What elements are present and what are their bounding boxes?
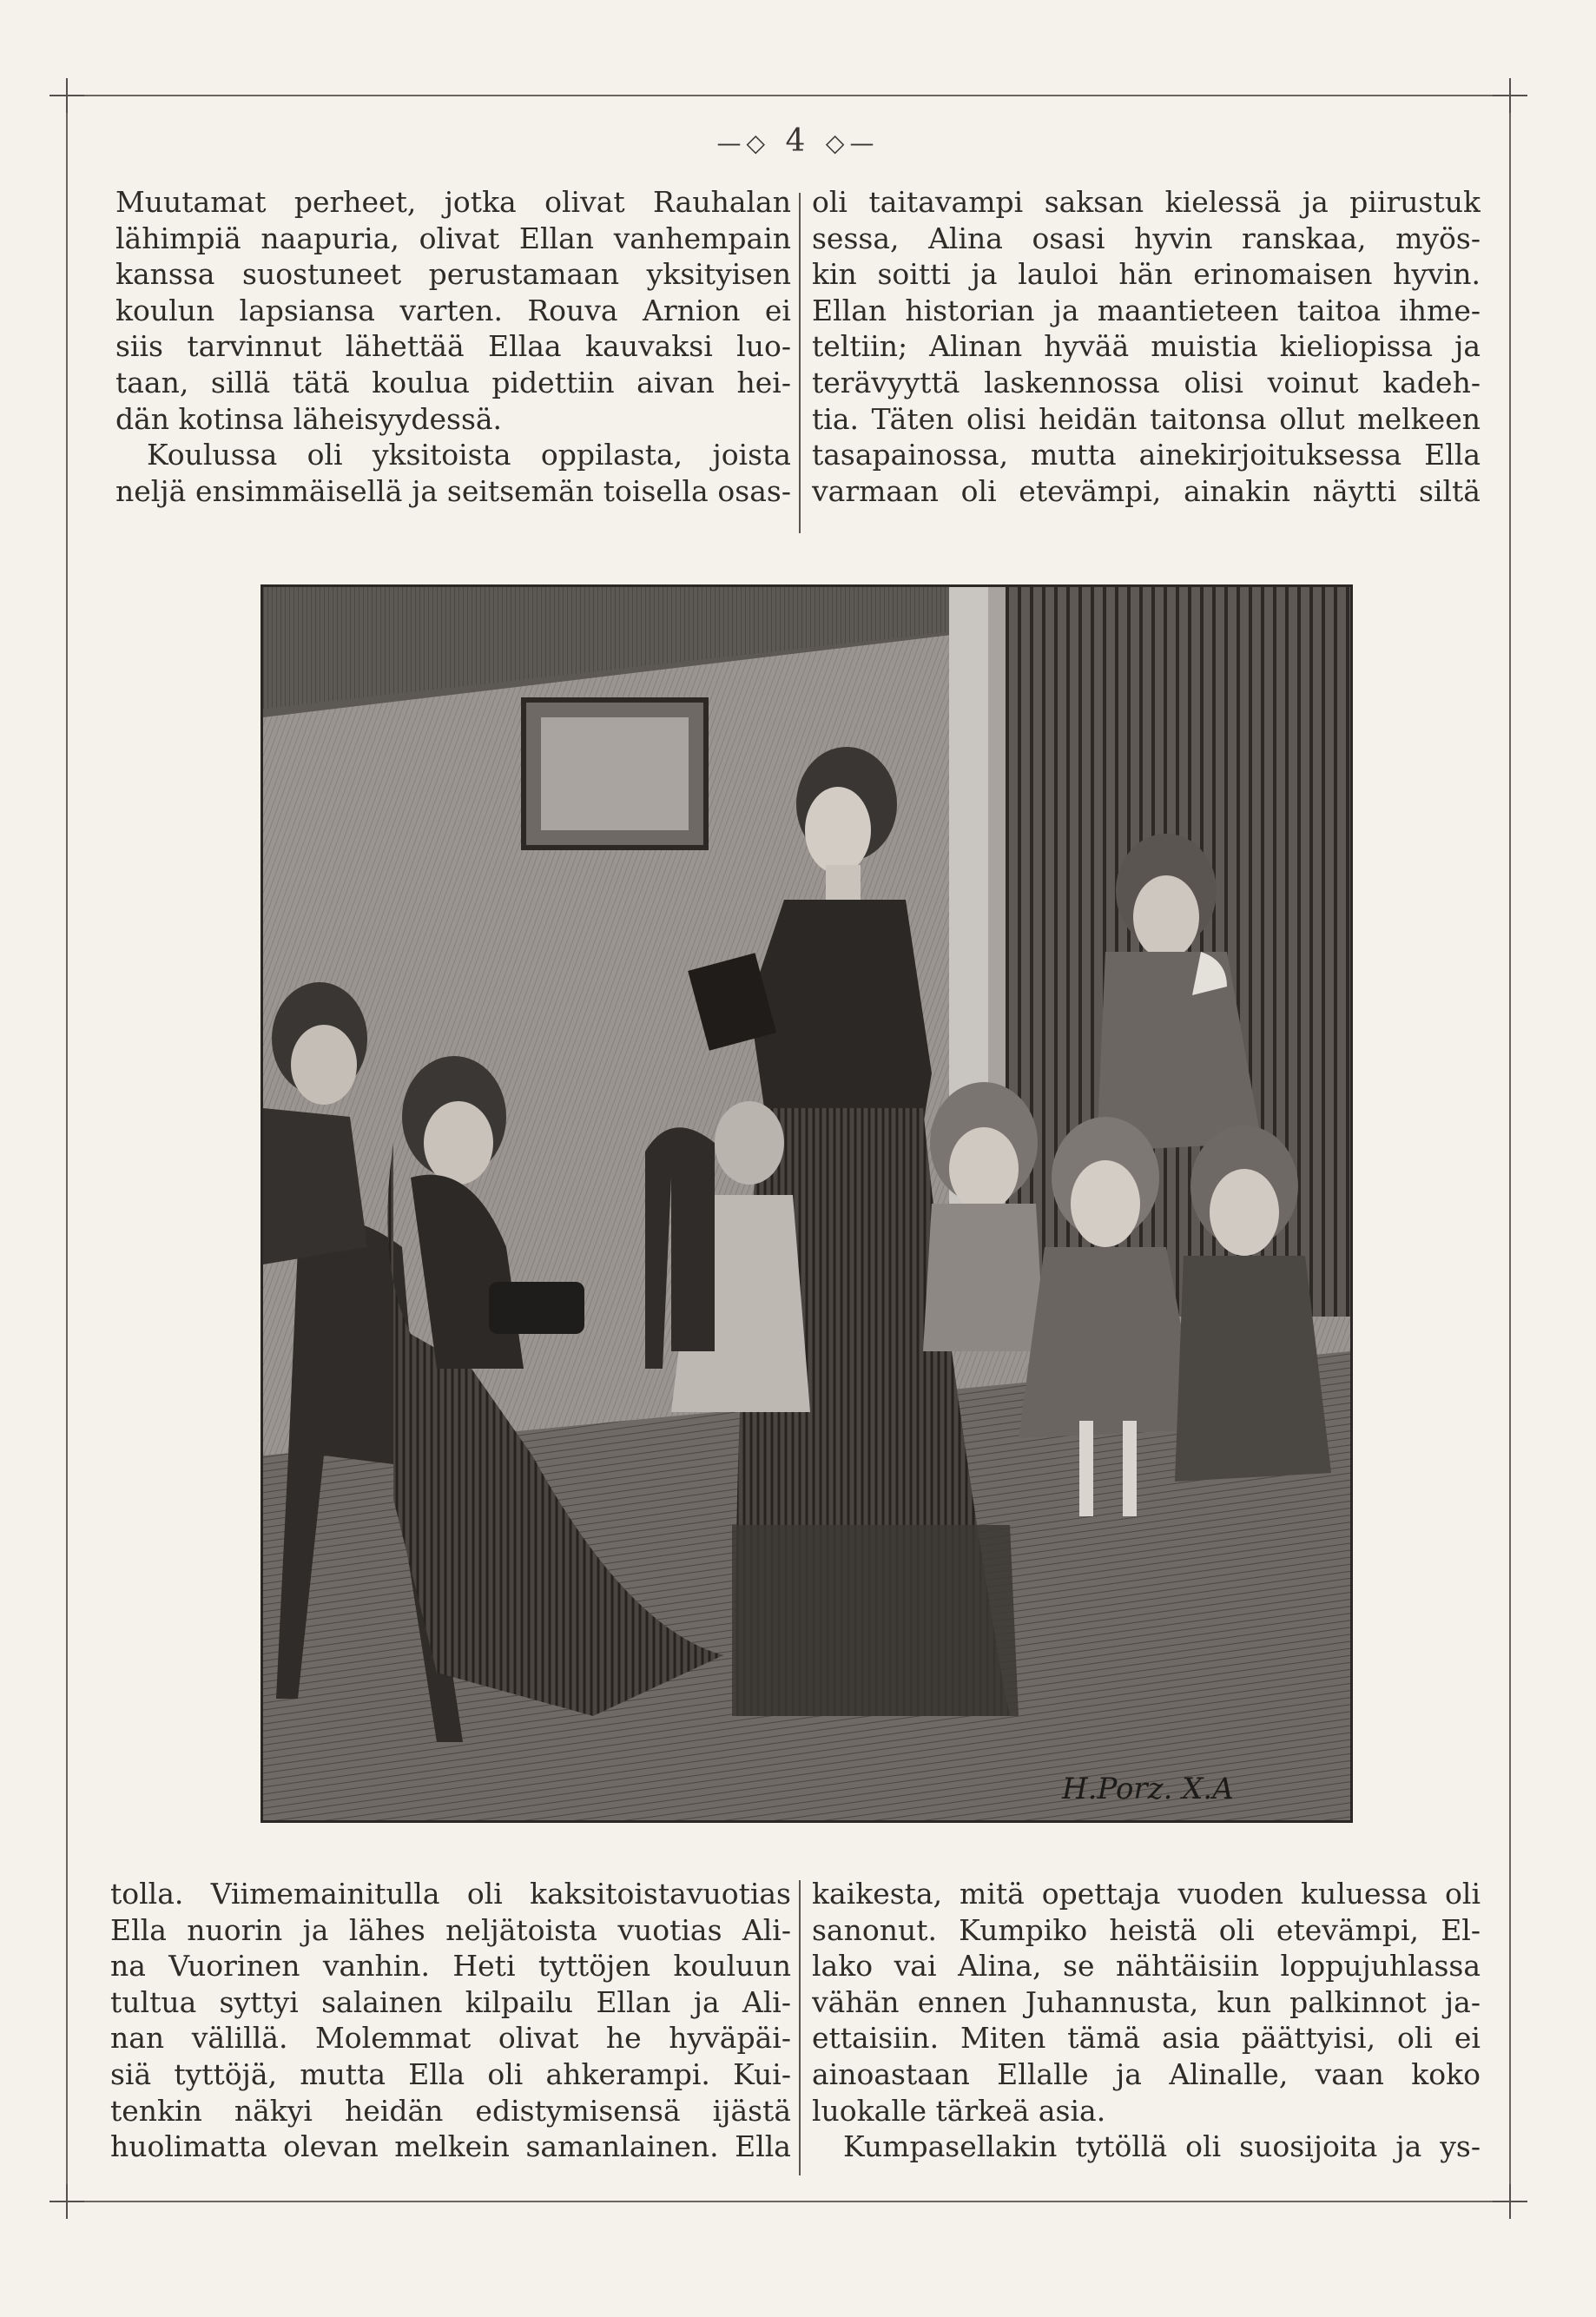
text-line: varmaan oli etevämpi, ainakin näytti siltä (812, 473, 1481, 508)
text-line: taan, sillä tätä koulua pidettiin aivan hei- (115, 365, 791, 399)
text-line: tultua syttyi salainen kilpailu Ellan ja Ali- (110, 1984, 791, 2019)
text-line: sessa, Alina osasi hyvin ranskaa, myös- (812, 221, 1481, 255)
text-line: Muutamat perheet, jotka olivat Rauhalan (115, 185, 791, 219)
text-line: lako vai Alina, se nähtäisiin loppujuhlassa (812, 1949, 1481, 1984)
text-column-bottom-left (110, 1876, 791, 2165)
text-line: kanssa suostuneet perustamaan yksityisen (115, 257, 791, 292)
frame-top-rule (50, 95, 1527, 96)
text-line: nan välillä. Molemmat olivat he hyväpäi- (110, 2021, 791, 2056)
page-number-header (0, 123, 1596, 159)
ornament-right: ◇— (825, 129, 880, 157)
text-line: neljä ensimmäisellä ja seitsemän toisella osas- (115, 473, 791, 508)
corner-mark-bottom-left (49, 2184, 84, 2219)
corner-mark-bottom-right (1493, 2184, 1527, 2219)
text-line: terävyyttä laskennossa olisi voinut kadeh- (812, 365, 1481, 399)
text-line: ettaisiin. Miten tämä asia päättyisi, oli ei (812, 2021, 1481, 2056)
text-line: Ellan historian ja maantieteen taitoa ihme- (812, 293, 1481, 327)
text-line: lähimpiä naapuria, olivat Ellan vanhempain (115, 221, 791, 255)
corner-mark-top-right (1493, 78, 1527, 113)
text-line: Kumpasellakin tytöllä oli suosijoita ja ys- (843, 2129, 1481, 2164)
text-line: Koulussa oli yksitoista oppilasta, joista (147, 438, 791, 472)
text-line: tolla. Viimemainitulla oli kaksitoistavuotias (110, 1877, 791, 1911)
corner-mark-top-left (49, 78, 84, 113)
frame-right-rule (1509, 80, 1511, 2216)
text-line: kaikesta, mitä opettaja vuoden kuluessa oli (812, 1877, 1481, 1911)
text-line: kin soitti ja lauloi hän erinomaisen hyvin. (812, 257, 1481, 292)
text-line: luokalle tärkeä asia. (812, 2093, 1106, 2128)
classroom-engraving (261, 584, 1353, 1823)
text-line: vähän ennen Juhannusta, kun palkinnot ja- (812, 1984, 1481, 2019)
text-line: na Vuorinen vanhin. Heti tyttöjen kouluun (110, 1949, 791, 1984)
text-line: tia. Täten olisi heidän taitonsa ollut melkeen (812, 401, 1481, 436)
engraver-signature: H.Porz. X.A (1062, 1772, 1234, 1806)
column-divider-bottom (799, 1880, 801, 2175)
column-divider-top (799, 193, 801, 533)
text-line: siis tarvinnut lähettää Ellaa kauvaksi luo- (115, 329, 791, 364)
text-line: tasapainossa, mutta ainekirjoituksessa Ella (812, 438, 1481, 472)
text-line: oli taitavampi saksan kielessä ja piirustuk (812, 185, 1481, 219)
text-line: siä tyttöjä, mutta Ella oli ahkerampi. Kui- (110, 2056, 791, 2091)
text-column-top-right (812, 184, 1481, 509)
text-column-top-left (115, 184, 791, 509)
text-line: dän kotinsa läheisyydessä. (115, 401, 503, 436)
text-line: teltiin; Alinan hyvää muistia kieliopissa ja (812, 329, 1481, 364)
frame-bottom-rule (50, 2201, 1527, 2202)
frame-left-rule (66, 80, 68, 2216)
text-line: Ella nuorin ja lähes neljätoista vuotias Ali- (110, 1912, 791, 1947)
text-line: sanonut. Kumpiko heistä oli etevämpi, El- (812, 1912, 1481, 1947)
text-line: huolimatta olevan melkein samanlainen. Ella (110, 2129, 791, 2164)
text-line: ainoastaan Ellalle ja Alinalle, vaan koko (812, 2056, 1481, 2091)
ornament-left: —◇ (716, 129, 771, 157)
text-line: koulun lapsiansa varten. Rouva Arnion ei (115, 293, 791, 327)
page-number: 4 (785, 123, 811, 159)
text-line: tenkin näkyi heidän edistymisensä ijästä (110, 2093, 791, 2128)
text-column-bottom-right (812, 1876, 1481, 2165)
engraving-artwork (263, 587, 1350, 1820)
